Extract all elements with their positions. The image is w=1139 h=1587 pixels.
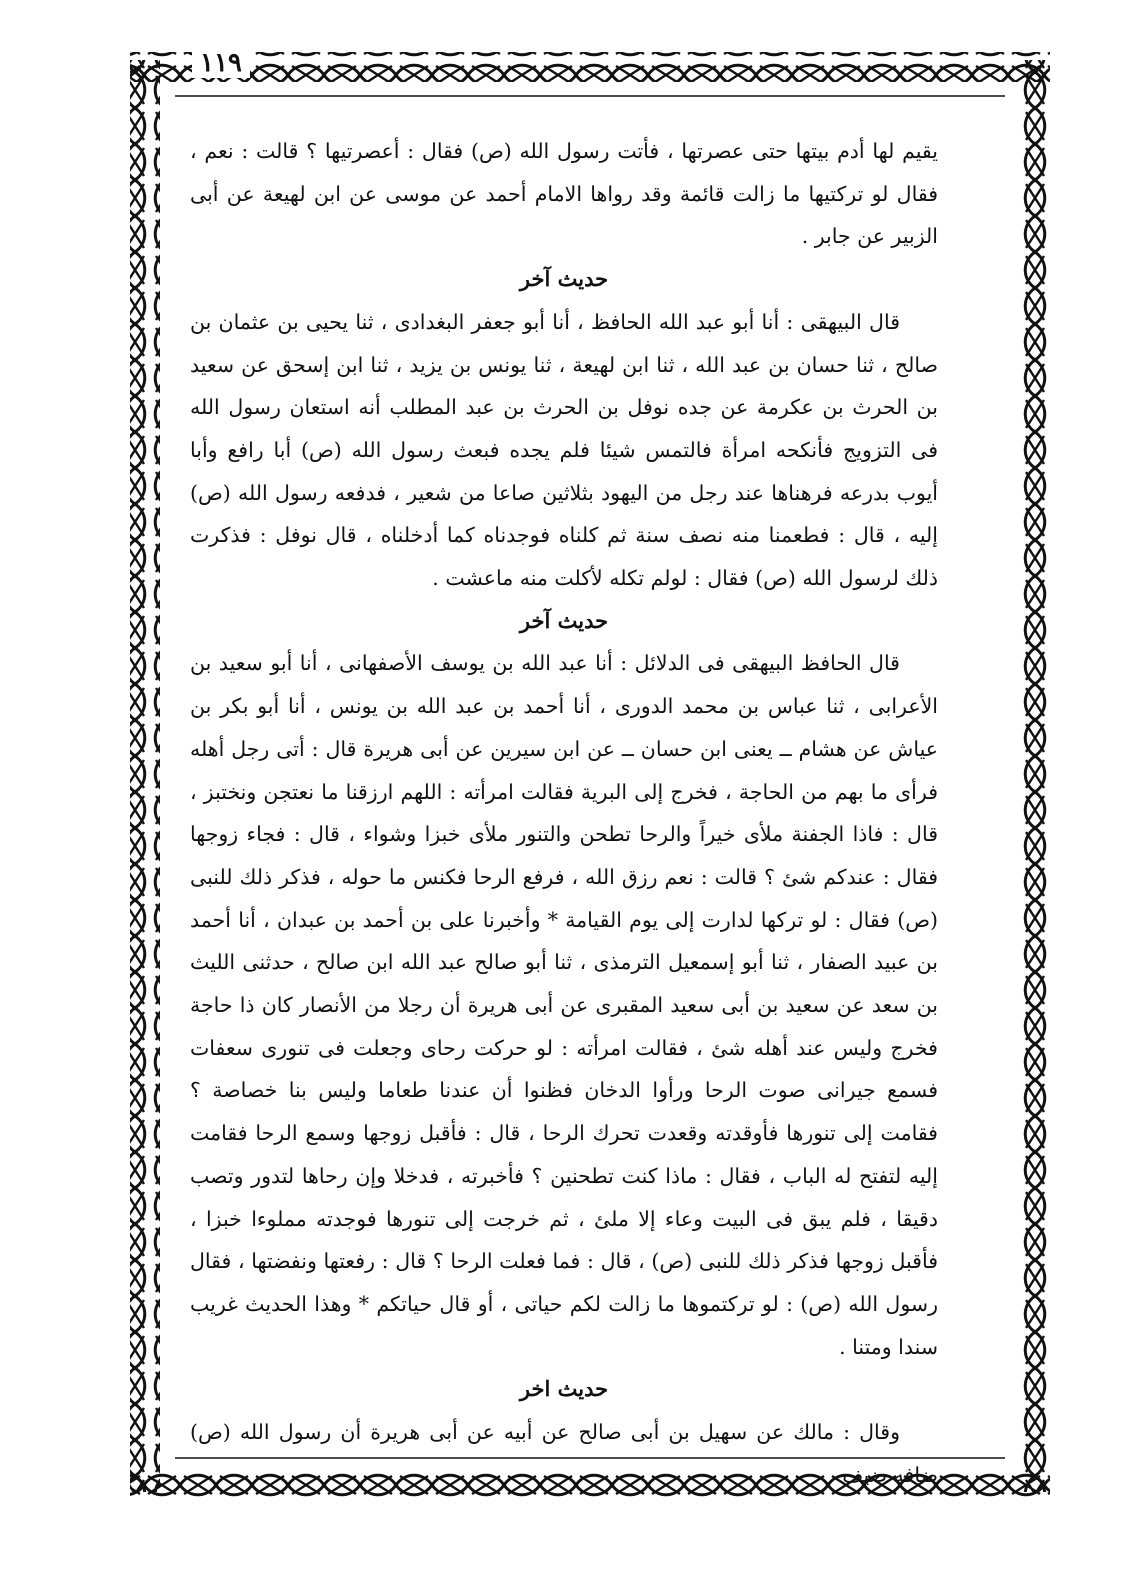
paragraph: يقيم لها أدم بيتها حتى عصرتها ، فأتت رسول الله (ص) فقال : أعصرتيها ؟ قالت : نعم ، فقال لو تركتيها ما زالت قائمة وقد رواها الامام أحمد عن موسى عن ابن لهيعة عن أبى الزبير عن جابر .: [190, 139, 938, 249]
page-number: ١١٩: [192, 48, 250, 78]
section-heading: حديث اخر: [519, 1376, 609, 1402]
section-heading: حديث آخر: [519, 607, 609, 633]
page-body: [190, 130, 938, 1487]
section-heading: حديث آخر: [519, 266, 609, 292]
paragraph: قال الحافظ البيهقى فى الدلائل : أنا عبد الله بن يوسف الأصفهانى ، أنا أبو سعيد بن الأعرابى ، ثنا عباس بن محمد الدورى ، أنا أحمد بن عبد الله بن يونس ، أنا أبو بكر بن عياش عن هشام ــ يعنى ابن حسان ــ عن ابن سيرين عن أبى هريرة قال : أتى رجل أهله فرأى ما بهم من الحاجة ، فخرج إلى البرية فقالت امرأته : اللهم ارزقنا ما نعتجن ونختبز ، قال : فاذا الجفنة ملأى خيراً والرحا تطحن والتنور ملأى خبزا وشواء ، قال : فجاء زوجها فقال : عندكم شئ ؟ قالت : نعم رزق الله ، فرفع الرحا فكنس ما حوله ، فذكر ذلك للنبى (ص) فقال : لو تركها لدارت إلى يوم القيامة * وأخبرنا على بن أحمد بن عبدان ، أنا أحمد بن عبيد الصفار ، ثنا أبو إسمعيل الترمذى ، ثنا أبو صالح عبد الله ابن صالح ، حدثنى الليث بن سعد عن سعيد بن أبى سعيد المقبرى عن أبى هريرة أن رجلا من الأنصار كان ذا حاجة فخرج وليس عند أهله شئ ، فقالت امرأته : لو حركت رحاى وجعلت فى تنورى سعفات فسمع جيرانى صوت الرحا ورأوا الدخان فظنوا أن عندنا طعاما وليس بنا خصاصة ؟ فقامت إلى تنورها فأوقدته وقعدت تحرك الرحا ، قال : فأقبل زوجها وسمع الرحا فقامت إليه لتفتح له الباب ، فقال : ماذا كنت تطحنين ؟ فأخبرته ، فدخلا وإن رحاها لتدور وتصب دقيقا ، فلم يبق فى البيت وعاء إلا ملئ ، ثم خرجت إلى تنورها فوجدته مملوءا خبزا ، فأقبل زوجها فذكر ذلك للنبى (ص) ، قال : فما فعلت الرحا ؟ قال : رفعتها ونفضتها ، فقال رسول الله (ص) : لو تركتموها ما زالت لكم حياتى ، أو قال حياتكم * وهذا الحديث غريب سندا ومتنا .: [190, 651, 938, 1359]
paragraph: وقال : مالك عن سهيل بن أبى صالح عن أبيه عن أبى هريرة أن رسول الله (ص) ضافه ضيف: [190, 1420, 938, 1487]
paragraph: قال البيهقى : أنا أبو عبد الله الحافظ ، أنا أبو جعفر البغدادى ، ثنا يحيى بن عثمان بن صالح ، ثنا حسان بن عبد الله ، ثنا ابن لهيعة ، ثنا يونس بن يزيد ، ثنا ابن إسحق عن سعيد بن الحرث بن عكرمة عن جده نوفل بن الحرث بن عبد المطلب أنه استعان رسول الله فى التزويج فأنكحه امرأة فالتمس شيئا فلم يجده فبعث رسول الله (ص) أبا رافع وأبا أيوب بدرعه فرهناها عند رجل من اليهود بثلاثين صاعا من شعير ، فدفعه رسول الله (ص) إليه ، قال : فطعمنا منه نصف سنة ثم كلناه فوجدناه كما أدخلناه ، قال نوفل : فذكرت ذلك لرسول الله (ص) فقال : لولم تكله لأكلت منه ماعشت .: [190, 309, 938, 591]
border-left: [130, 60, 160, 1492]
border-right: [1020, 60, 1050, 1492]
border-top: [130, 52, 1050, 82]
